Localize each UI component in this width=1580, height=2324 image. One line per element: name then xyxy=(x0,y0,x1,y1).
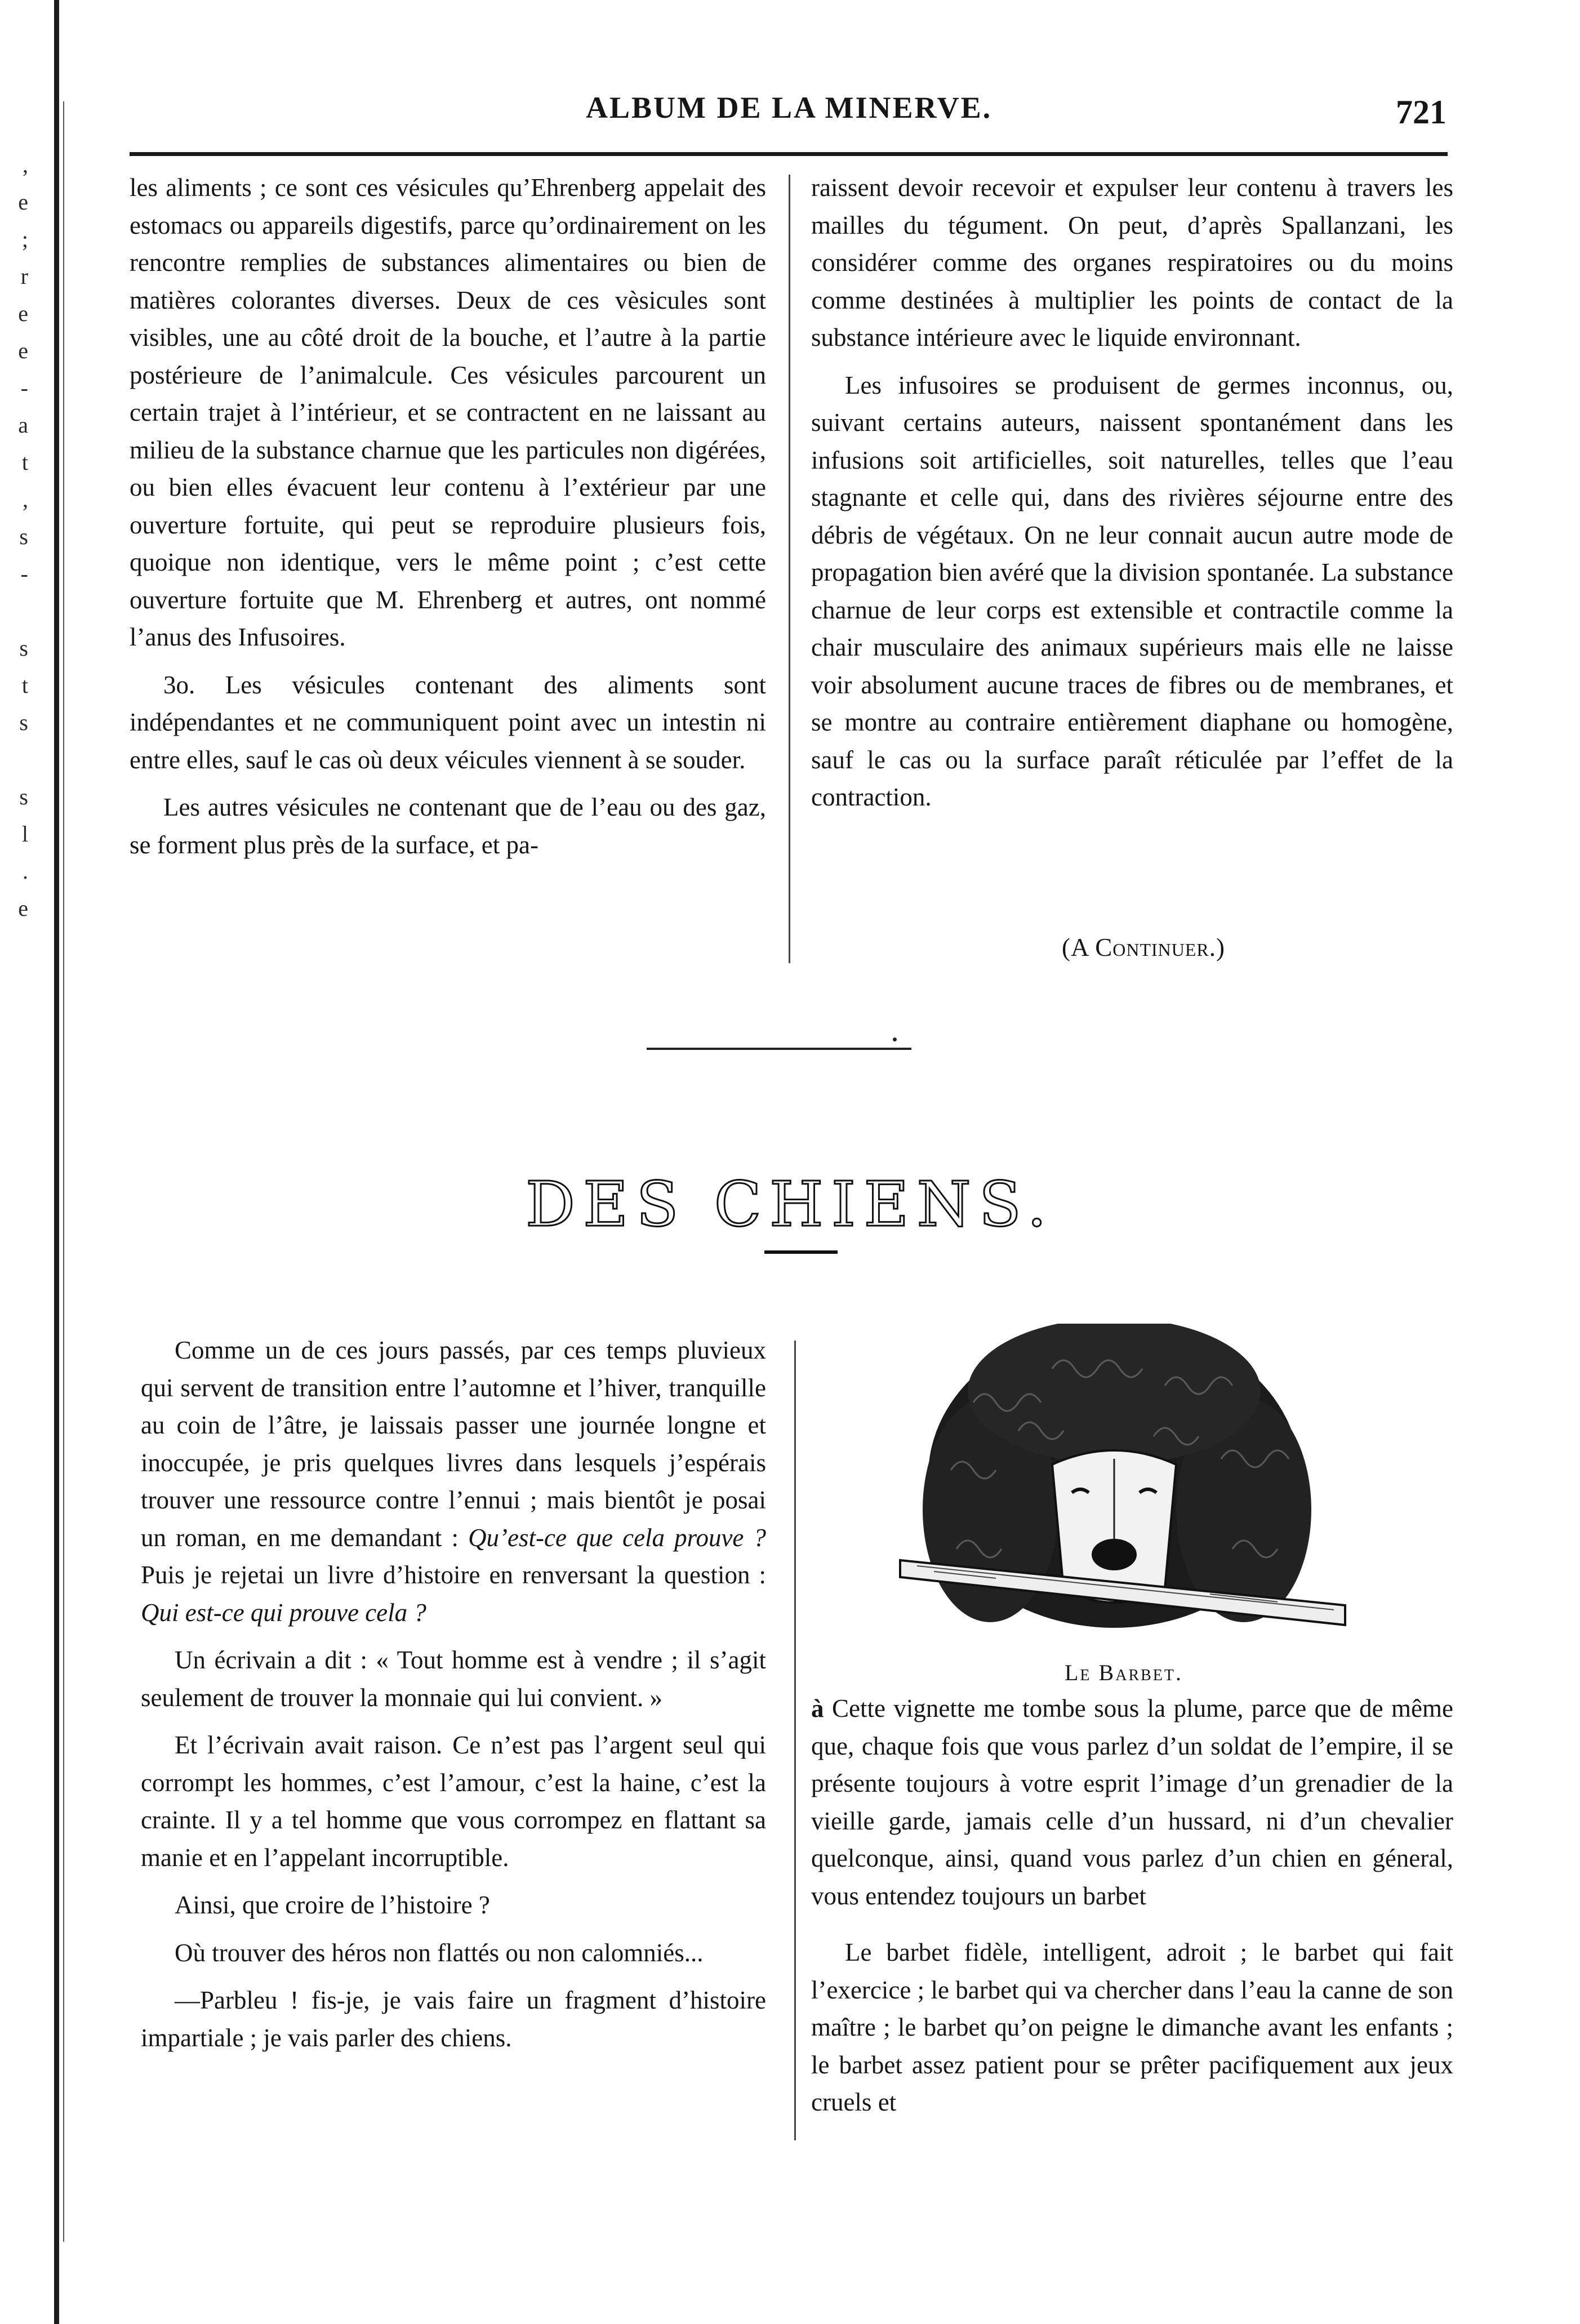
section-divider-rule xyxy=(647,1048,911,1050)
margin-fragment: s xyxy=(19,710,28,735)
article-left-column xyxy=(141,1332,766,2056)
margin-fragment: s xyxy=(19,524,28,549)
margin-fragment: t xyxy=(21,673,28,698)
title-underline-rule xyxy=(764,1250,838,1254)
section-divider-dot xyxy=(893,1038,897,1041)
italic-quote: Qui est-ce qui prouve cela ? xyxy=(141,1598,426,1627)
margin-fragment: - xyxy=(20,375,28,400)
margin-fragment: e xyxy=(18,896,28,921)
margin-fragment xyxy=(6,741,28,778)
margin-fragment: a xyxy=(18,412,28,438)
previous-page-margin-fragments xyxy=(6,146,28,927)
paragraph: 3o. Les vésicules contenant des aliments sont indépendantes et ne communiquent point avec un intestin ni entre elles, sauf le cas où deux véicules viennent à se souder. xyxy=(130,670,766,774)
margin-fragment: , xyxy=(23,487,28,512)
paragraph-text: Cette vignette me tombe sous la plume, parce que de même que, chaque fois que vous parlez d’un soldat de l’empire, il se présente toujours à votre esprit l’image d’un grenadier de la vieille garde, jamais celle d’un hussard, ni d’un chevalier quelconque, ainsi, quand vous parlez d’un chien en géneral, vous entendez toujours un barbet xyxy=(811,1694,1454,1910)
italic-quote: Qu’est-ce que cela prouve ? xyxy=(468,1523,766,1552)
paragraph: Les autres vésicules ne contenant que de l’eau ou des gaz, se forment plus près de la surface, et pa- xyxy=(130,793,766,859)
top-right-column xyxy=(811,169,1453,816)
paragraph: Un écrivain a dit : « Tout homme est à vendre ; il s’agit seulement de trouver la monnaie qui lui convient. » xyxy=(141,1646,766,1712)
margin-fragment xyxy=(6,593,28,630)
paragraph xyxy=(811,1690,1453,1915)
paragraph: les aliments ; ce sont ces vésicules qu’Ehrenberg appelait des estomacs ou appareils digestifs, parce qu’ordinairement on les rencontre remplies de substances alimentaires ou bien de matières colorantes diverses. Deux de ces vèsicules sont visibles, une au côté droit de la bouche, et l’autre à la partie postérieure de l’animalcule. Ces vésicules parcourent un certain trajet à l’intérieur, et se contractent en ne laissant au milieu de la substance charnue que les particules non digérées, ou bien elles évacuent leur contenu à l’extérieur par une ouverture fortuite, qui peut se reproduire plusieurs fois, quoique non identique, vers le même point ; c’est cette ouverture fortuite que M. Ehrenberg et autres, ont nommé l’anus des Infusoires. xyxy=(130,173,766,651)
paragraph: Le barbet fidèle, intelligent, adroit ; le barbet qui fait l’exercice ; le barbet qui va chercher dans l’eau la canne de son maître ; le barbet qu’on peigne le dimanche avant les enfants ; le barbet assez patient pour se prêter pacifiquement aux jeux cruels et xyxy=(811,1938,1453,2116)
margin-fragment: , xyxy=(23,152,28,177)
margin-fragment: e xyxy=(18,189,28,215)
paragraph: Où trouver des héros non flattés ou non calomniés... xyxy=(175,1938,704,1967)
header-rule xyxy=(130,152,1448,156)
continuation-note: (A Continuer.) xyxy=(1061,933,1226,961)
page-number: 721 xyxy=(1396,94,1447,131)
paragraph xyxy=(141,1332,766,1631)
margin-fragment: ; xyxy=(21,226,28,252)
margin-fragment: - xyxy=(20,561,28,586)
paragraph: Ainsi, que croire de l’histoire ? xyxy=(175,1891,490,1919)
illustration-caption: Le Barbet. xyxy=(1065,1660,1183,1685)
running-title: ALBUM DE LA MINERVE. xyxy=(586,91,992,124)
column-separator xyxy=(789,175,790,963)
lead-glyph: à xyxy=(811,1694,824,1722)
margin-fragment: . xyxy=(23,858,28,884)
margin-fragment: s xyxy=(19,635,28,661)
margin-fragment: r xyxy=(20,264,28,289)
margin-fragment: t xyxy=(21,449,28,475)
barbet-dog-illustration-icon xyxy=(849,1324,1390,1667)
article-title: DES CHIENS. xyxy=(525,1168,1055,1240)
paragraph: Et l’écrivain avait raison. Ce n’est pas l’argent seul qui corrompt les hommes, c’est l’amour, c’est la haine, c’est la crainte. Il y a tel homme que vous corrompez en flattant sa manie et en l’appelant incorruptible. xyxy=(141,1731,766,1872)
column-separator xyxy=(794,1341,796,2140)
binding-edge-rule xyxy=(54,0,59,2324)
paragraph-text: Puis je rejetai un livre d’histoire en renversant la question : xyxy=(141,1561,766,1589)
paragraph-text: Comme un de ces jours passés, par ces temps pluvieux qui servent de transition entre l’automne et l’hiver, tranquille au coin de l’âtre, je laissais passer une journée longne et inoccupée, je pris quelques livres dans lesquels j’espérais trouver une ressource contre l’ennui ; mais bientôt je posai un roman, en me demandant : xyxy=(141,1336,766,1552)
margin-fragment: e xyxy=(18,338,28,363)
top-left-column xyxy=(130,169,766,863)
margin-fragment: l xyxy=(21,821,28,847)
paragraph: Les infusoires se produisent de germes inconnus, ou, suivant certains auteurs, naissent spontanément dans les infusions soit artificielles, soit naturelles, telles que l’eau stagnante et celle qui, dans des rivières séjourne entre des débris de végétaux. On ne leur connait aucun autre mode de propagation bien avéré que la division spontanée. La substance charnue de leur corps est extensible et contractile comme la chair musculaire des animaux supérieurs mais elle ne laisse voir absolument aucune traces de fibres ou de membranes, et se montre au contraire entièrement diaphane ou homogène, sauf le cas ou la surface paraît réticulée par l’effet de la contraction. xyxy=(811,371,1453,811)
margin-fragment: e xyxy=(18,301,28,326)
paragraph: raissent devoir recevoir et expulser leur contenu à travers les mailles du tégument. On peut, d’après Spallanzani, les considérer comme des organes respiratoires ou du moins comme destinées à multiplier les points de contact de la substance intérieure avec le liquide environnant. xyxy=(811,173,1453,351)
paragraph: —Parbleu ! fis-je, je vais faire un fragment d’histoire impartiale ; je vais parler des chiens. xyxy=(141,1986,766,2052)
margin-fragment: s xyxy=(19,784,28,809)
article-right-column xyxy=(811,1690,1453,2121)
